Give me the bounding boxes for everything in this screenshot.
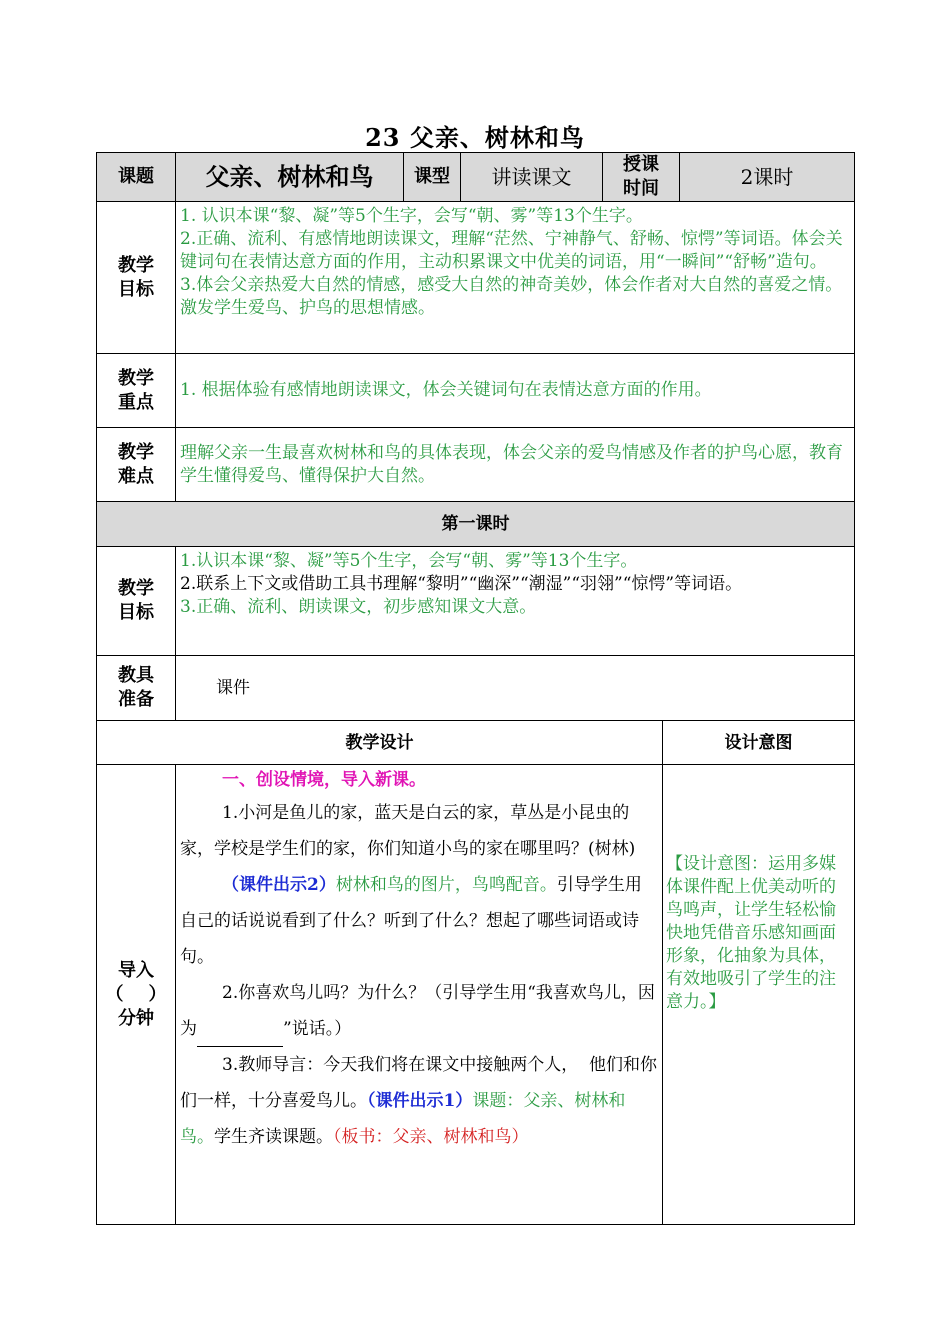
lesson1-goal-1: 1.认识本课“黎、凝”等5个生字，会写“朝、雾”等13个生字。 — [180, 551, 638, 571]
lesson1-header-cell — [96, 501, 855, 547]
design-content-cell — [175, 764, 663, 1225]
key-points-label: 教学重点 — [118, 367, 154, 413]
lesson1-goal-2: 2.联系上下文或借助工具书理解“黎明”“幽深”“潮湿”“羽翎”“惊愕”等词语。 — [180, 574, 743, 594]
design-p2-rest: 引导学生用自己的话说说看到了什么？听到了什么？想起了哪些词语或诗句。 — [180, 875, 642, 967]
lesson1-goals-content-cell — [175, 546, 855, 656]
intent-column-label: 设计意图 — [724, 732, 793, 753]
design-p3-a: 2.你喜欢鸟儿吗？为什么？（引导学生用“我喜欢鸟儿，因为 — [180, 983, 655, 1039]
intro-label-2: （ ） — [105, 983, 167, 1005]
difficulties-label-cell — [96, 427, 176, 502]
intro-label-cell — [96, 764, 176, 1225]
design-paragraph-2 — [180, 867, 658, 975]
design-p3-b: ”说话。） — [283, 1019, 352, 1039]
goal-line-2: 2.正确、流利、有感情地朗读课文，理解“茫然、宁神静气、舒畅、惊愕”等词语。体会关键词句在表情达意方面的作用，主动积累课文中优美的词语，用“一瞬间”“舒畅”造句。 — [180, 229, 843, 272]
intent-column-header — [662, 720, 855, 765]
courseware-1-note: （课件出示1） — [367, 1091, 473, 1111]
design-heading: 一、创设情境，导入新课。 — [222, 770, 426, 790]
tools-label-cell — [96, 655, 176, 721]
difficulties-text: 理解父亲一生最喜欢树林和鸟的具体表现，体会父亲的爱鸟情感及作者的护鸟心愿，教育学生懂得爱鸟、懂得保护大自然。 — [180, 443, 843, 486]
tools-content-cell — [175, 655, 855, 721]
courseware-2-note: （课件出示2） — [222, 875, 336, 895]
courseware-2-desc: 树林和鸟的图片，鸟鸣配音。 — [335, 875, 557, 895]
type-label: 课型 — [414, 166, 450, 187]
key-points-label-cell — [96, 353, 176, 428]
type-value-cell — [460, 152, 603, 202]
design-column-label: 教学设计 — [345, 732, 414, 753]
intro-label-3: 分钟 — [118, 1007, 154, 1029]
key-points-content-cell — [175, 353, 855, 428]
topic-label: 课题 — [118, 166, 154, 187]
design-p4-a: 3.教师导言：今天我们将在课文中接触两个人， 他们和你们一样，十分喜爱鸟儿。 — [180, 1055, 658, 1111]
topic-value-cell — [175, 152, 404, 202]
lesson1-header: 第一课时 — [441, 514, 510, 534]
lesson1-goals-label: 教学目标 — [118, 578, 154, 623]
intent-text: 【设计意图：运用多媒体课件配上优美动听的鸟鸣声，让学生轻松愉快地凭借音乐感知画面形象，化抽象为具体，有效地吸引了学生的注意力。】 — [666, 854, 836, 1012]
courseware-1-desc: 课题：父亲、树林和鸟。 — [180, 1091, 626, 1147]
hours-label: 授课时间 — [623, 154, 659, 199]
fill-blank — [197, 1028, 283, 1047]
goals-content-cell — [175, 201, 855, 354]
hours-value-cell — [679, 152, 855, 202]
design-p1-text: 1.小河是鱼儿的家，蓝天是白云的家，草丛是小昆虫的家，学校是学生们的家，你们知道小鸟的家在哪里吗？(树林) — [180, 803, 636, 859]
tools-label: 教具准备 — [118, 665, 154, 710]
design-p4-black: 学生齐读课题。 — [214, 1127, 333, 1147]
goal-line-1: 1. 认识本课“黎、凝”等5个生字，会写“朝、雾”等13个生字。 — [180, 206, 643, 226]
design-paragraph-1 — [180, 795, 658, 867]
lesson1-goal-3: 3.正确、流利、朗读课文，初步感知课文大意。 — [180, 597, 537, 617]
type-label-cell — [403, 152, 461, 202]
blackboard-note: （板书：父亲、树林和鸟） — [333, 1127, 529, 1147]
goals-label: 教学目标 — [118, 254, 154, 300]
intent-content-cell — [662, 764, 855, 1225]
topic-label-cell — [96, 152, 176, 202]
goals-label-cell — [96, 201, 176, 354]
hours-label-cell — [602, 152, 680, 202]
document-title: 23 父亲、树林和鸟 — [365, 123, 585, 152]
design-paragraph-3 — [180, 975, 658, 1047]
type-value: 讲读课文 — [491, 165, 572, 189]
goal-line-3: 3.体会父亲热爱大自然的情感，感受大自然的神奇美妙，体会作者对大自然的喜爱之情。激发学生爱鸟、护鸟的思想情感。 — [180, 275, 843, 318]
topic-value: 父亲、树林和鸟 — [205, 162, 374, 191]
hours-value: 2课时 — [740, 165, 794, 189]
difficulties-content-cell — [175, 427, 855, 502]
lesson1-goals-label-cell — [96, 546, 176, 656]
key-points-text: 1. 根据体验有感情地朗读课文，体会关键词句在表情达意方面的作用。 — [180, 380, 712, 400]
intro-label-1: 导入 — [118, 959, 154, 981]
design-paragraph-4 — [180, 1047, 658, 1155]
tools-value: 课件 — [216, 677, 250, 698]
design-column-header — [96, 720, 663, 765]
difficulties-label: 教学难点 — [118, 441, 154, 487]
